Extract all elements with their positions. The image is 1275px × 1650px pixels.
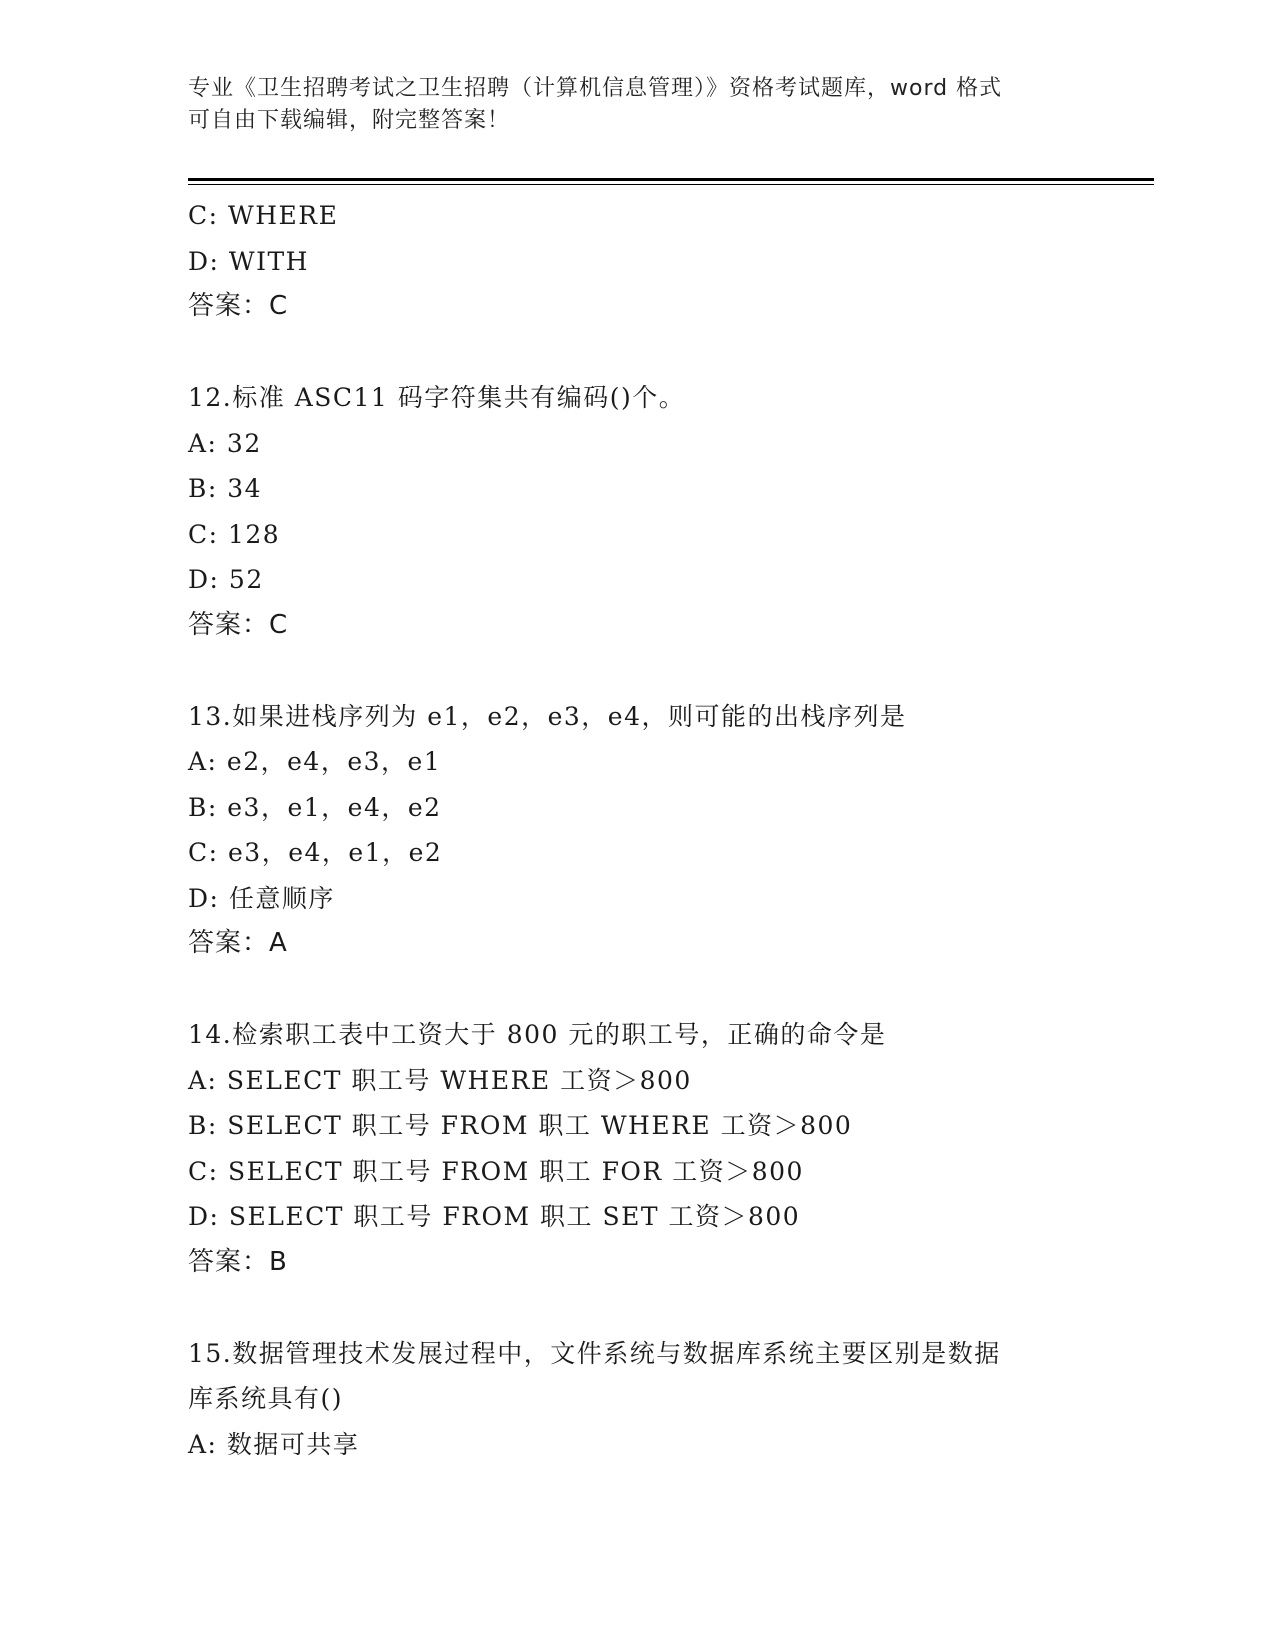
option-b: B: e3，e1，e4，e2 [188,792,442,822]
document-header [188,73,1088,137]
answer: 答案：C [188,609,289,640]
option-c: C: WHERE [188,201,339,230]
question-15-block [188,1331,1088,1468]
option-b: B: 34 [188,474,263,503]
answer: 答案：C [188,291,289,321]
question-11-block [188,193,1088,330]
spacer [188,967,1088,1013]
header-line-1: 专业《卫生招聘考试之卫生招聘（计算机信息管理）》资格考试题库，word 格式 [188,76,1003,101]
question-text-line-1: 15.数据管理技术发展过程中，文件系统与数据库系统主要区别是数据 [188,1338,1001,1368]
option-d: D: SELECT 职工号 FROM 职工 SET 工资＞800 [188,1202,801,1231]
option-c: C: SELECT 职工号 FROM 职工 FOR 工资＞800 [188,1156,804,1186]
question-text: 12.标准 ASC11 码字符集共有编码()个。 [188,383,686,412]
option-a: A: 32 [188,428,262,458]
question-text: 13.如果进栈序列为 e1，e2，e3，e4，则可能的出栈序列是 [188,701,907,731]
question-content [188,193,1088,1467]
option-d: D: 52 [188,565,264,594]
option-b: B: SELECT 职工号 FROM 职工 WHERE 工资＞800 [188,1111,853,1140]
question-text-line-2: 库系统具有() [188,1384,344,1413]
header-rule-thin [188,184,1154,185]
question-12-block [188,375,1088,648]
option-d: D: WITH [188,246,309,276]
header-rule-thick [188,178,1154,181]
answer: 答案：B [188,1246,288,1277]
spacer [188,1285,1088,1331]
question-text: 14.检索职工表中工资大于 800 元的职工号，正确的命令是 [188,1020,887,1049]
option-d: D: 任意顺序 [188,883,335,913]
option-c: C: 128 [188,519,281,549]
option-a: A: 数据可共享 [188,1429,360,1459]
spacer [188,330,1088,376]
answer: 答案：A [188,928,288,958]
spacer [188,648,1088,694]
header-line-2: 可自由下载编辑，附完整答案！ [188,108,511,133]
question-14-block [188,1012,1088,1285]
question-13-block [188,694,1088,967]
option-c: C: e3，e4，e1，e2 [188,838,443,867]
option-a: A: e2，e4，e3，e1 [188,747,442,776]
option-a: A: SELECT 职工号 WHERE 工资＞800 [188,1065,692,1095]
